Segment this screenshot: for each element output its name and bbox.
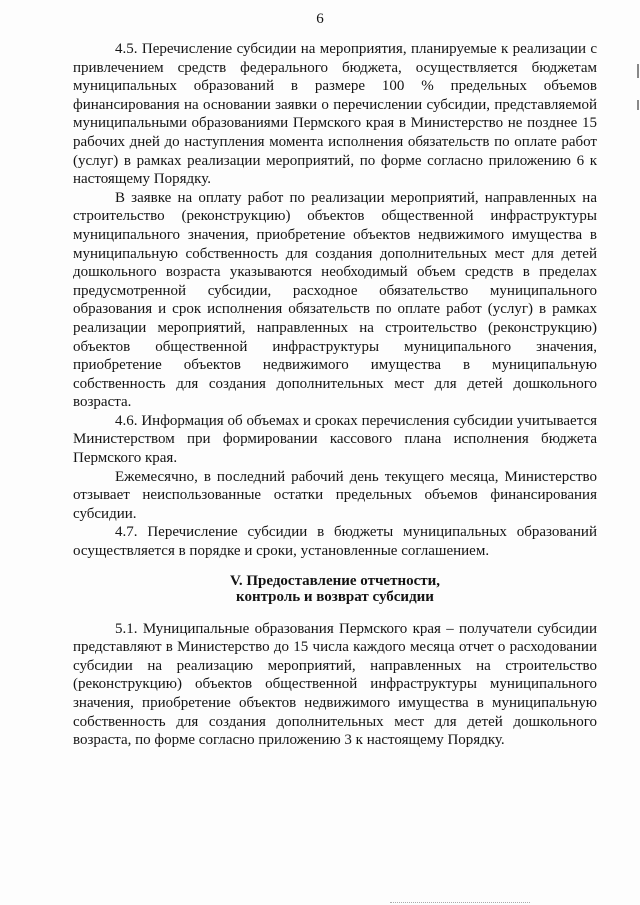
paragraph-application: В заявке на оплату работ по реализации мероприятий, направленных на строительство (реконструкцию) объектов общественной инфраструктуры муниципального значения, приобретение объектов недвижимого имущества в муниципальную собственность для создания дополнительных мест для детей дошкольного возраста указываются необходимый объем средств в пределах предусмотренной субсидии, расходное обязательство муниципального образования и срок исполнения обязательств по оплате работ (услуг) в рамках реализации мероприятий, направленных на строительство (реконструкцию) объектов общественной инфраструктуры муниципального значения, приобретение объектов недвижимого имущества в муниципальную собственность для создания дополнительных мест для детей дошкольного возраста.	[73, 189, 597, 411]
paragraph-4-6: 4.6. Информация об объемах и сроках перечисления субсидии учитывается Министерством при формировании кассового плана исполнения бюджета Пермского края.	[73, 412, 597, 467]
scan-margin-mark	[637, 64, 639, 78]
section-heading	[73, 573, 597, 606]
paragraph-4-7: 4.7. Перечисление субсидии в бюджеты муниципальных образований осуществляется в порядке и сроки, установленные соглашением.	[73, 524, 597, 560]
scan-bottom-mark	[390, 901, 530, 903]
paragraph-monthly-recall: Ежемесячно, в последний рабочий день текущего месяца, Министерство отзывает неиспользованные остатки предельных объемов финансирования субсидии.	[73, 468, 597, 522]
scan-margin-mark	[637, 100, 639, 110]
paragraph-5-1: 5.1. Муниципальные образования Пермского края – получатели субсидии представляют в Министерство до 15 числа каждого месяца отчет о расходовании субсидии на реализацию мероприятий, направленных на строительство (реконструкцию) объектов общественной инфраструктуры муниципального значения, приобретение объектов недвижимого имущества в муниципальную собственность для создания дополнительных мест для детей дошкольного возраста, по форме согласно приложению 3 к настоящему Порядку.	[73, 620, 597, 749]
section-heading-line-1: V. Предоставление отчетности,	[229, 572, 441, 589]
document-body	[73, 40, 597, 750]
paragraph-4-5: 4.5. Перечисление субсидии на мероприятия, планируемые к реализации с привлечением средств федерального бюджета, осуществляется бюджетам муниципальных образований в размере 100 % предельных объемов финансирования на основании заявки о перечислении субсидии, представляемой муниципальными образованиями Пермского края в Министерство не позднее 15 рабочих дней до наступления момента исполнения обязательств по оплате работ (услуг) в рамках реализации мероприятий, по форме согласно приложению 6 к настоящему Порядку.	[73, 41, 597, 188]
page-number: 6	[316, 11, 324, 27]
section-heading-line-2: контроль и возврат субсидии	[236, 589, 434, 606]
